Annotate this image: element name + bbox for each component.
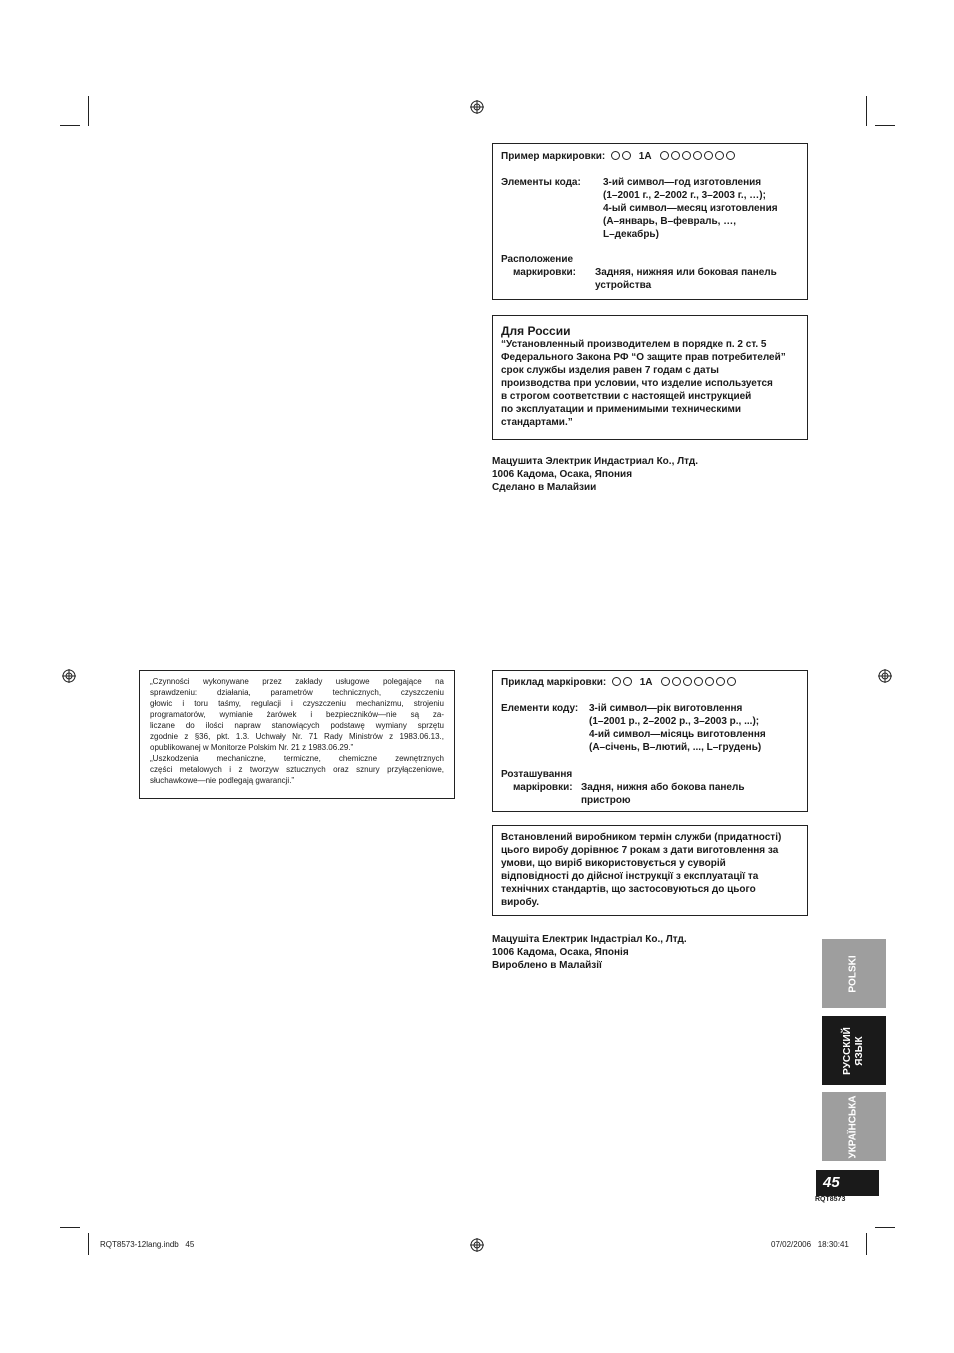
tab-ukrainian[interactable] [822,1092,886,1161]
ua-location-text [581,781,745,807]
text-line: устройства [595,280,652,291]
text-line: маркіровки: [513,782,573,793]
text-line: Мацушита Электрик Индастриал Ко., Лтд. [492,456,699,467]
text-line: 4-ый символ—месяц изготовления [603,203,778,214]
text-line: części metalowych i z tworzyw sztucznych oraz sznury przyłączeniowe, [150,765,444,774]
ru-service-heading: Для России [501,324,571,338]
text-line: ЯЗЫК [854,1035,865,1066]
ua-marking-example-row [501,676,738,689]
text-line: sprawdzeniu: działania, parametrów technicznych, czyszczeniu [150,688,444,697]
tab-russian-label [842,1027,866,1075]
footer-file: RQT8573-12lang.indb 45 [100,1240,195,1249]
marking-circle-icon [726,151,735,160]
ru-marking-box [492,143,808,300]
marking-circle-icon [612,677,621,686]
text-line: Расположение [501,254,574,265]
page-number-badge [816,1170,879,1196]
text-line: zgodnie z §36, pkt. 1.3. Uchwały Nr. 71 Rady Ministrów z 1983.06.13., [150,732,444,741]
text-line: виробу. [501,897,540,908]
ru-manufacturer [492,455,698,494]
text-line: по эксплуатации и применимыми техническими [501,404,742,415]
pl-warranty-text [150,676,444,786]
text-line: Сделано в Малайзии [492,482,597,493]
ru-marking-example-row [501,150,737,163]
ua-marking-box [492,670,808,812]
crop-mark [875,125,895,126]
tab-ukrainian-label: УКРАЇНСЬКА [848,1094,859,1159]
text-line: Задня, нижня або бокова панель [581,782,745,793]
text-line: стандартами.” [501,417,573,428]
crop-mark [60,125,80,126]
ru-service-life-box [492,315,808,440]
text-line: умови, що виріб використовується у суворій [501,858,726,869]
ua-location-label [501,768,573,794]
marking-circle-icon [694,677,703,686]
registration-mark-icon [62,669,76,683]
text-line: programatorów, wymianie żarówek i bezpieczników—nie są za- [150,710,444,719]
marking-circle-icon [611,151,620,160]
marking-circle-icon [683,677,692,686]
text-line: Задняя, нижняя или боковая панель [595,267,777,278]
marking-circle-icon [661,677,670,686]
text-line: Федерального Закона РФ “О защите прав потребителей” [501,352,786,363]
text-line: 3-ій символ—рік виготовлення [589,703,743,714]
ua-elements-label: Елементи коду: [501,703,579,714]
text-line: Встановлений виробником термін служби (придатності) [501,832,782,843]
footer-datetime: 07/02/2006 18:30:41 [771,1240,849,1249]
text-line: пристрою [581,795,631,806]
marking-circle-icon [672,677,681,686]
text-line: (1–2001 г., 2–2002 г., 3–2003 г., …); [603,190,766,201]
text-line: Вироблено в Малайзії [492,960,602,971]
marking-circle-icon [671,151,680,160]
text-line: маркировки: [513,267,576,278]
marking-circle-icon [727,677,736,686]
ua-marking-example-label: Приклад маркіровки: [501,677,607,688]
registration-mark-icon [470,100,484,114]
text-line: відповідності до дійсної інструкції з експлуатації та [501,871,759,882]
ru-marking-example-code: 1A [638,151,652,162]
ru-elements-label: Элементы кода: [501,177,581,188]
ru-location-label [501,253,576,279]
text-line: (1–2001 р., 2–2002 р., 3–2003 р., ...); [589,716,760,727]
text-line: “Установленный производителем в порядке п. 2 ст. 5 [501,339,767,350]
page-number: 45 [823,1174,840,1191]
text-line: РУССКИЙ [842,1026,853,1075]
text-line: „Uszkodzenia mechaniczne, termiczne, chemiczne zewnętrznych [150,754,444,763]
text-line: цього виробу дорівнює 7 рокам з дати виготовлення за [501,845,779,856]
ru-elements-text [603,176,778,241]
marking-circle-icon [622,151,631,160]
text-line: технічних стандартів, що застосовуються до цього [501,884,756,895]
text-line: срок службы изделия равен 7 годам с даты [501,365,719,376]
text-line: „Czynności wykonywane przez zakłady usługowe polegające na [150,677,444,686]
ua-manufacturer [492,933,687,972]
tab-russian[interactable] [822,1016,886,1085]
ua-service-text [501,831,781,909]
marking-circle-icon [704,151,713,160]
crop-mark [88,96,89,126]
ua-service-life-box [492,825,808,916]
ua-elements-text [589,702,766,754]
text-line: 4-ий символ—місяць виготовлення [589,729,766,740]
ru-marking-example-label: Пример маркировки: [501,151,606,162]
crop-mark [875,1227,895,1228]
ru-location-text [595,266,777,292]
tab-polski-label: POLSKI [847,954,859,993]
registration-mark-icon [470,1238,484,1252]
marking-circle-icon [682,151,691,160]
text-line: (A–январь, B–февраль, …, [603,216,736,227]
text-line: liczane do ilości napraw stanowiących podstawę wymiany sprzętu [150,721,444,730]
text-line: L–декабрь) [603,229,659,240]
crop-mark [60,1227,80,1228]
marking-circle-icon [660,151,669,160]
marking-circle-icon [705,677,714,686]
crop-mark [88,1233,89,1255]
text-line: производства при условии, что изделие используется [501,378,773,389]
marking-circle-icon [623,677,632,686]
text-line: 1006 Кадома, Осака, Япония [492,469,633,480]
text-line: głowic i toru taśmy, regulacji i czyszczeniu mechanizmu, strojeniu [150,699,444,708]
text-line: słuchawkowe—nie podlegają gwarancji.” [150,776,295,785]
registration-mark-icon [878,669,892,683]
ru-service-text [501,338,786,429]
crop-mark [866,96,867,126]
text-line: (A–січень, B–лютий, ..., L–грудень) [589,742,762,753]
text-line: Розташування [501,769,573,780]
marking-circle-icon [716,677,725,686]
text-line: в строгом соответствии с настоящей инструкцией [501,391,752,402]
crop-mark [866,1233,867,1255]
text-line: 3-ий символ—год изготовления [603,177,762,188]
pl-warranty-box [139,670,455,799]
marking-circle-icon [715,151,724,160]
page-code: RQT8573 [815,1196,846,1203]
text-line: 1006 Кадома, Осака, Японія [492,947,629,958]
ua-marking-example-code: 1A [639,677,653,688]
marking-circle-icon [693,151,702,160]
text-line: Мацушіта Електрик Індастріал Ко., Лтд. [492,934,687,945]
tab-polski[interactable] [822,939,886,1008]
text-line: opublikowanej w Monitorze Polskim Nr. 21 z 1983.06.29.” [150,743,354,752]
